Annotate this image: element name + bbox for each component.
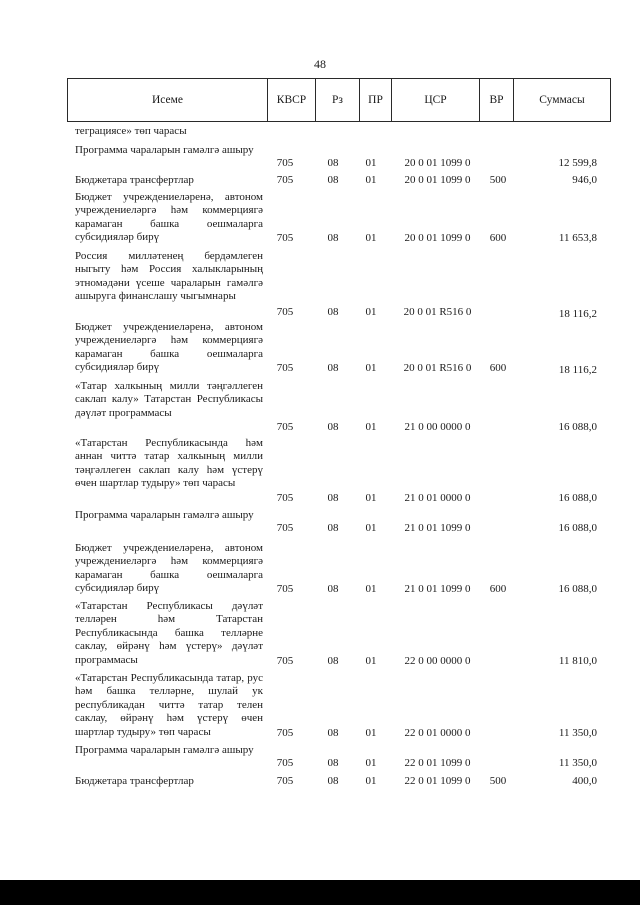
row-pr: 01 [365, 583, 377, 595]
row-pr: 01 [365, 174, 377, 186]
row-sum: 12 599,8 [558, 157, 597, 169]
column-header-name: Исеме [68, 79, 268, 121]
row-csr: 22 0 01 0000 0 [404, 727, 471, 739]
row-csr: 21 0 01 1099 0 [404, 583, 471, 595]
scan-edge-bar [0, 880, 640, 905]
row-name: «Татар халкының милли тәңгәллеген саклап калу» Татарстан Республикасы дәүләт программасы [75, 380, 263, 419]
column-header-sum: Суммасы [539, 94, 585, 106]
row-sum: 11 810,0 [558, 655, 597, 667]
row-name: Бюджетара трансфертлар [75, 174, 194, 186]
row-csr: 21 0 01 1099 0 [404, 522, 471, 534]
page-number: 48 [314, 57, 326, 71]
row-vr: 600 [489, 362, 507, 374]
row-sum: 11 350,0 [558, 727, 597, 739]
row-pr: 01 [365, 157, 377, 169]
row-rz: 08 [327, 421, 339, 433]
row-name: Программа чараларын гамәлгә ашыру [75, 744, 254, 756]
row-name: Программа чараларын гамәлгә ашыру [75, 144, 254, 156]
row-vr: 500 [489, 174, 507, 186]
row-rz: 08 [327, 306, 339, 318]
row-kvsr: 705 [276, 232, 294, 244]
row-sum: 11 653,8 [558, 232, 597, 244]
row-kvsr: 705 [276, 157, 294, 169]
row-name: «Татарстан Республикасы дәүләт телләрен һәм Татарстан Республикасында башка телләрне саклау, өйрәнү һәм үстерү» дәүләт программасы [75, 600, 263, 666]
row-rz: 08 [327, 583, 339, 595]
row-pr: 01 [365, 727, 377, 739]
row-sum: 18 116,2 [558, 308, 597, 320]
row-rz: 08 [327, 775, 339, 787]
row-kvsr: 705 [276, 757, 294, 769]
row-pr: 01 [365, 306, 377, 318]
row-kvsr: 705 [276, 775, 294, 787]
row-kvsr: 705 [276, 522, 294, 534]
row-csr: 21 0 01 0000 0 [404, 492, 471, 504]
row-sum: 16 088,0 [558, 492, 597, 504]
row-name: Бюджетара трансфертлар [75, 775, 194, 787]
row-sum: 16 088,0 [558, 583, 597, 595]
row-vr: 600 [489, 232, 507, 244]
row-pr: 01 [365, 492, 377, 504]
row-kvsr: 705 [276, 727, 294, 739]
row-csr: 20 0 01 1099 0 [404, 232, 471, 244]
row-pr: 01 [365, 421, 377, 433]
column-header-rz: Рз [316, 79, 360, 121]
row-name: Россия милләтенең бердәмлеген ныгыту һәм Россия халыкларының этномәдәни үсеше чараларын гамәлгә ашыруга финанслашу чыгымнары [75, 250, 263, 303]
row-rz: 08 [327, 522, 339, 534]
row-pr: 01 [365, 362, 377, 374]
row-kvsr: 705 [276, 492, 294, 504]
row-csr: 20 0 01 1099 0 [404, 174, 471, 186]
row-rz: 08 [327, 157, 339, 169]
row-rz: 08 [327, 757, 339, 769]
row-rz: 08 [327, 492, 339, 504]
row-kvsr: 705 [276, 655, 294, 667]
row-name: Бюджет учреждениеләренә, автоном учреждениеләргә һәм коммерциягә карамаган башка оешмаларга субсидияләр бирү [75, 542, 263, 595]
row-name: «Татарстан Республикасында һәм аннан читтә татар халкының милли тәңгәллеген саклап калу һәм үстерү өчен шартлар тудыру» төп чарасы [75, 437, 263, 490]
row-sum: 16 088,0 [558, 421, 597, 433]
row-rz: 08 [327, 174, 339, 186]
row-rz: 08 [327, 232, 339, 244]
row-sum: 18 116,2 [558, 364, 597, 376]
row-kvsr: 705 [276, 306, 294, 318]
row-pr: 01 [365, 775, 377, 787]
row-pr: 01 [365, 757, 377, 769]
row-kvsr: 705 [276, 362, 294, 374]
row-vr: 500 [489, 775, 507, 787]
row-vr: 600 [489, 583, 507, 595]
row-csr: 22 0 00 0000 0 [404, 655, 471, 667]
row-name: Бюджет учреждениеләренә, автоном учреждениеләргә һәм коммерциягә карамаган башка оешмаларга субсидияләр бирү [75, 321, 263, 374]
row-rz: 08 [327, 362, 339, 374]
row-sum: 16 088,0 [558, 522, 597, 534]
row-name: Бюджет учреждениеләренә, автоном учреждениеләргә һәм коммерциягә карамаган башка оешмаларга субсидияләр бирү [75, 191, 263, 244]
row-csr: 21 0 00 0000 0 [404, 421, 471, 433]
row-kvsr: 705 [276, 174, 294, 186]
row-csr: 22 0 01 1099 0 [404, 757, 471, 769]
row-sum: 400,0 [572, 775, 597, 787]
row-name: Программа чараларын гамәлгә ашыру [75, 509, 254, 521]
row-pr: 01 [365, 522, 377, 534]
column-header-csr: ЦСР [392, 79, 480, 121]
row-kvsr: 705 [276, 583, 294, 595]
row-pr: 01 [365, 232, 377, 244]
row-sum: 946,0 [572, 174, 597, 186]
column-header-pr: ПР [360, 79, 392, 121]
row-pr: 01 [365, 655, 377, 667]
row-csr: 20 0 01 1099 0 [404, 157, 471, 169]
row-csr: 20 0 01 R516 0 [403, 306, 472, 318]
row-rz: 08 [327, 727, 339, 739]
row-csr: 20 0 01 R516 0 [403, 362, 472, 374]
row-sum: 11 350,0 [558, 757, 597, 769]
column-header-kvsr: КВСР [268, 79, 316, 121]
row-name: теграциясе» төп чарасы [75, 125, 187, 137]
column-header-vr: ВР [480, 79, 514, 121]
row-csr: 22 0 01 1099 0 [404, 775, 471, 787]
row-rz: 08 [327, 655, 339, 667]
row-name: «Татарстан Республикасында татар, рус һәм башка телләрне, шулай ук республикадан читтә татар телен саклау, өйрәнү һәм үстерү өчен шартлар тудыру» төп чарасы [75, 672, 263, 738]
row-kvsr: 705 [276, 421, 294, 433]
